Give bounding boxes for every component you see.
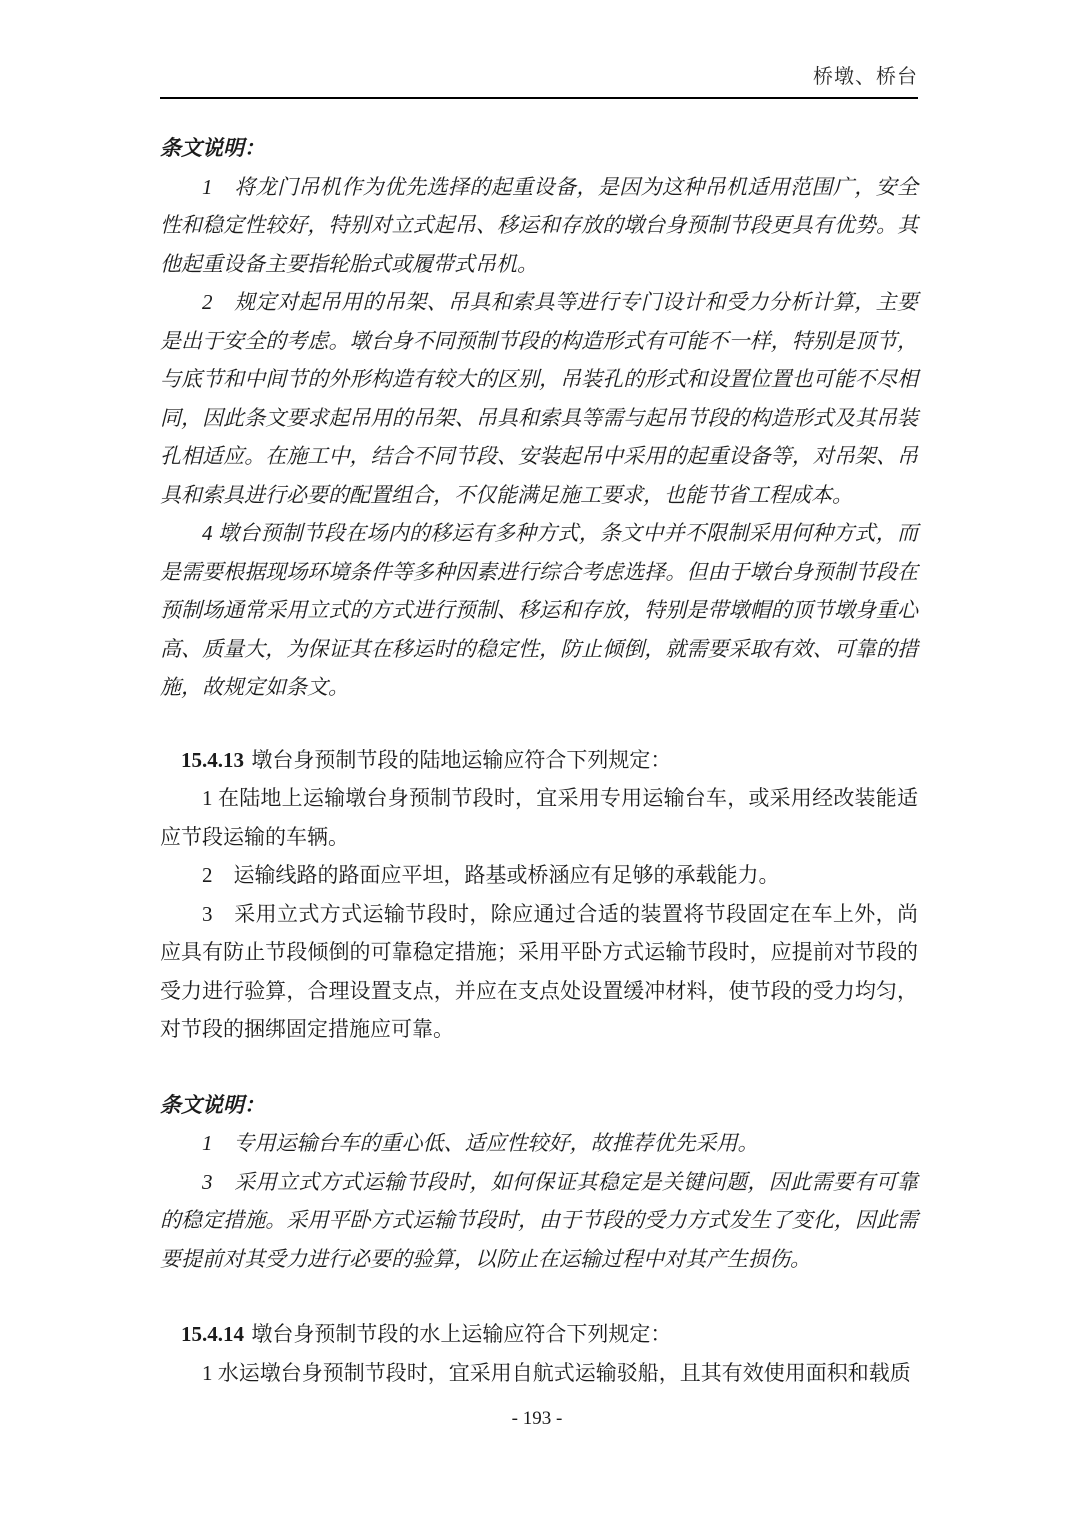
commentary-paragraph: 2 规定对起吊用的吊架、吊具和索具等进行专门设计和受力分析计算，主要是出于安全的考虑。墩台身不同预制节段的构造形式有可能不一样，特别是顶节，与底节和中间节的外形构造有较大的区别，吊装孔的形式和设置位置也可能不尽相同，因此条文要求起吊用的吊架、吊具和索具等需与起吊节段的构造形式及其吊装孔相适应。在施工中，结合不同节段、安装起吊中采用的起重设备等，对吊架、吊具和索具进行必要的配置组合，不仅能满足施工要求，也能节省工程成本。 — [160, 290, 918, 507]
commentary-section-1 — [160, 129, 918, 707]
clause-15-4-13 — [160, 741, 918, 1049]
running-header-title: 桥墩、桥台 — [813, 66, 918, 88]
clause-item: 3 采用立式方式运输节段时，除应通过合适的装置将节段固定在车上外，尚应具有防止节段倾倒的可靠稳定措施；采用平卧方式运输节段时，应提前对节段的受力进行验算，合理设置支点，并应在支点处设置缓冲材料，使节段的受力均匀，对节段的捆绑固定措施应可靠。 — [160, 901, 918, 1041]
commentary-paragraph: 4 墩台预制节段在场内的移运有多种方式，条文中并不限制采用何种方式，而是需要根据现场环境条件等多种因素进行综合考虑选择。但由于墩台身预制节段在预制场通常采用立式的方式进行预制、移运和存放，特别是带墩帽的顶节墩身重心高、质量大，为保证其在移运时的稳定性，防止倾倒，就需要采取有效、可靠的措施，故规定如条文。 — [160, 521, 918, 699]
header-rule — [160, 97, 918, 99]
clause-title: 墩台身预制节段的水上运输应符合下列规定： — [251, 1322, 672, 1346]
clause-heading — [160, 1315, 918, 1354]
commentary-paragraph: 3 采用立式方式运输节段时，如何保证其稳定是关键问题，因此需要有可靠的稳定措施。采用平卧方式运输节段时，由于节段的受力方式发生了变化，因此需要提前对其受力进行必要的验算，以防止在运输过程中对其产生损伤。 — [160, 1169, 918, 1271]
commentary-heading: 条文说明： — [160, 136, 265, 160]
clause-number: 15.4.13 — [181, 747, 244, 772]
clause-heading — [160, 741, 918, 780]
commentary-section-2 — [160, 1086, 918, 1279]
clause-item: 2 运输线路的路面应平坦，路基或桥涵应有足够的承载能力。 — [202, 863, 780, 887]
clause-15-4-14 — [160, 1315, 918, 1392]
commentary-paragraph: 1 专用运输台车的重心低、适应性较好，故推荐优先采用。 — [202, 1131, 759, 1155]
page-number: - 193 - — [511, 1408, 563, 1429]
clause-title: 墩台身预制节段的陆地运输应符合下列规定： — [251, 747, 672, 772]
clause-item: 1 在陆地上运输墩台身预制节段时，宜采用专用运输台车，或采用经改装能适应节段运输的车辆。 — [160, 786, 918, 849]
page-content — [160, 129, 918, 1392]
page-footer — [0, 1406, 1074, 1432]
commentary-paragraph: 1 将龙门吊机作为优先选择的起重设备，是因为这种吊机适用范围广，安全性和稳定性较好，特别对立式起吊、移运和存放的墩台身预制节段更具有优势。其他起重设备主要指轮胎式或履带式吊机。 — [160, 174, 918, 276]
clause-item: 1 水运墩台身预制节段时，宜采用自航式运输驳船，且其有效使用面积和载质 — [202, 1360, 911, 1385]
commentary-heading: 条文说明： — [160, 1092, 265, 1117]
page-header — [160, 0, 918, 99]
clause-number: 15.4.14 — [181, 1322, 244, 1346]
